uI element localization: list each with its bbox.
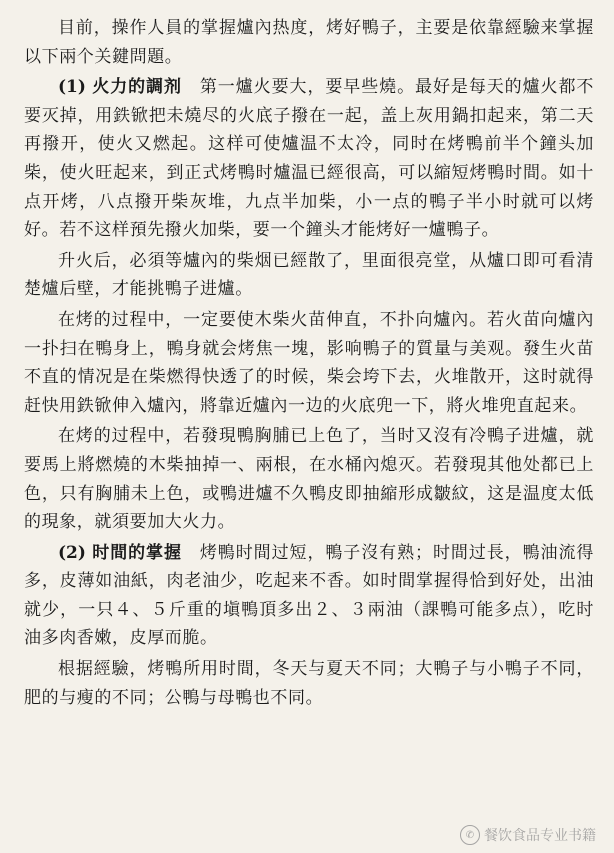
paragraph-1: 目前，操作人員的掌握爐內热度，烤好鴨子，主要是依靠經驗来掌握以下兩个关鍵問題。 bbox=[24, 18, 594, 67]
section-heading: 火力的調剂 bbox=[92, 77, 182, 98]
paragraph-3: 升火后，必須等爐內的柴烟已經散了，里面很亮堂，从爐口即可看清楚爐后壁，才能挑鴨子进爐。 bbox=[24, 250, 594, 300]
section-heading: 时間的掌握 bbox=[92, 542, 182, 563]
paragraph-5: 在烤的过程中，若發現鴨胸脯已上色了，当时又沒有冷鴨子进爐，就要馬上將燃燒的木柴抽掉一、兩根，在水桶內熄灭。若發現其他处都已上色，只有胸脯未上色，或鴨进爐不久鴨皮即抽縮形成皺紋，这是温度太低的現象，就須要加大火力。 bbox=[24, 426, 594, 533]
watermark bbox=[460, 825, 596, 845]
paragraph-body: 烤鴨时間过短，鴨子沒有熟；时間过長，鴨油流得多，皮薄如油紙，肉老油少，吃起来不香。如时間掌握得恰到好处，出油就少，一只４、５斤重的塡鴨頂多出２、３兩油（課鴨可能多点），吃时油多肉香嫩，皮厚而脆。 bbox=[24, 542, 594, 649]
paragraph-2 bbox=[24, 73, 594, 245]
watermark-text: 餐饮食品专业书籍 bbox=[484, 828, 596, 844]
wechat-icon: ✆ bbox=[460, 825, 480, 845]
paragraph-7: 根据經驗，烤鴨所用时間，冬天与夏天不同；大鴨子与小鴨子不同，肥的与瘦的不同；公鴨与母鴨也不同。 bbox=[24, 659, 594, 708]
section-number: (2) bbox=[58, 542, 86, 563]
section-number: (1) bbox=[58, 77, 86, 98]
paragraph-6 bbox=[24, 539, 594, 653]
paragraph-body: 第一爐火要大，要早些燒。最好是每天的爐火都不要灭掉，用鉄锨把未燒尽的火底子撥在一起，盖上灰用鍋扣起来，第二天再撥开，使火又燃起。这样可使爐温不太冷，同时在烤鴨前半个鐘头加柴，使火旺起来，到正式烤鴨时爐温已經很高，可以縮短烤鴨时間。如十点开烤，八点撥开柴灰堆，九点半加柴，小一点的鴨子半小时就可以烤好。若不这样預先撥火加柴，要一个鐘头才能烤好一爐鴨子。 bbox=[24, 77, 594, 241]
paragraph-4: 在烤的过程中，一定要使木柴火苗伸直，不扑向爐內。若火苗向爐內一扑扫在鴨身上，鴨身就会烤焦一塊，影响鴨子的質量与美观。發生火苗不直的情况是在柴燃得快透了的时候，柴会垮下去，火堆散开，这时就得赶快用鉄锨伸入爐內，將靠近爐內一边的火底兜一下，將火堆兜直起来。 bbox=[24, 309, 594, 416]
